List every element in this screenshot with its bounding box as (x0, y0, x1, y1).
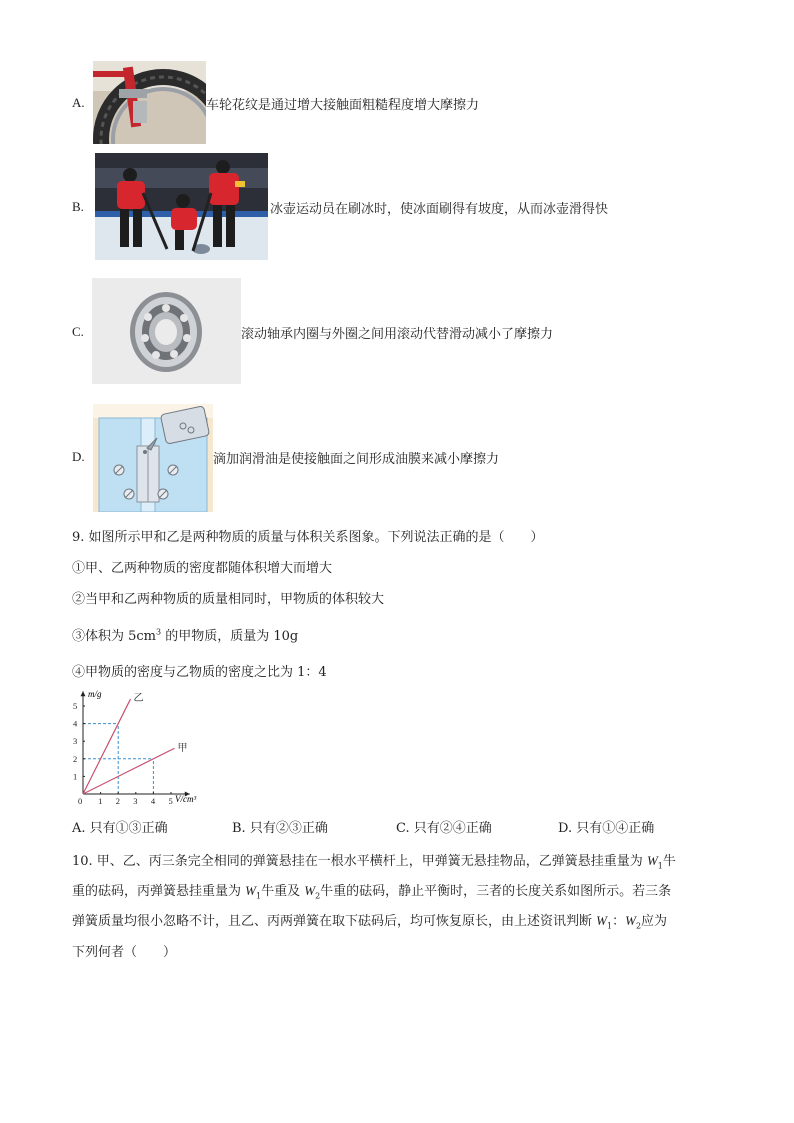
q10-l1-pre: 10. 甲、乙、丙三条完全相同的弹簧悬挂在一根水平横杆上，甲弹簧无悬挂物品，乙弹簧悬挂重量为 (72, 854, 647, 869)
q10-l1-post: 牛 (662, 854, 676, 869)
option-d-text: 滴加润滑油是使接触面之间形成油膜来减小摩擦力 (213, 452, 500, 467)
q10-w2-symbol: W (304, 883, 316, 898)
q10-w1b-sub: 1 (255, 891, 262, 901)
q10-w1c-symbol: W (596, 913, 607, 928)
chart-series-line-1 (83, 748, 175, 794)
chart-x-tick-0: 0 (78, 796, 83, 806)
q10-line-4: 下列何者（ ） (72, 945, 177, 960)
option-d-letter: D. (72, 449, 85, 464)
option-a-text: 车轮花纹是通过增大接触面粗糙程度增大摩擦力 (206, 98, 480, 113)
chart-x-tick-3: 3 (133, 796, 138, 806)
q10-w2-sub: 2 (315, 891, 321, 901)
q9-choice-d[interactable]: D. 只有①④正确 (558, 821, 655, 836)
q9-choice-a[interactable]: A. 只有①③正确 (72, 821, 168, 836)
bicycle-tire-icon (93, 61, 206, 144)
q10-l2-pre: 重的砝码，丙弹簧悬挂重量为 (72, 884, 246, 899)
chart-series-line-0 (83, 699, 131, 794)
q10-w2c-sub: 2 (635, 921, 642, 931)
chart-x-tick-4: 4 (150, 796, 156, 806)
q9-s3-pre: ③体积为 5cm (72, 629, 157, 644)
q9-s3-post: 的甲物质，质量为 10g (161, 629, 299, 644)
q9-choice-b[interactable]: B. 只有②③正确 (232, 821, 328, 836)
curling-athletes-icon (95, 153, 268, 260)
q10-line-1 (72, 850, 676, 871)
q9-statement-1: ①甲、乙两种物质的密度都随体积增大而增大 (72, 561, 333, 576)
q10-w1-symbol: W (646, 853, 658, 868)
option-b-letter: B. (72, 199, 84, 214)
q10-l2-post: 牛重的砝码，静止平衡时，三者的长度关系如图所示。若三条 (320, 884, 672, 899)
chart-x-tick-5: 5 (168, 796, 173, 806)
q9-statement-3 (72, 625, 298, 644)
chart-y-tick-4: 4 (73, 718, 78, 729)
q10-l3-pre: 弹簧质量均很小忽略不计，且乙、丙两弹簧在取下砝码后，均可恢复原长，由上述资讯判断 (72, 914, 597, 929)
q10-l3-colon: ： (612, 914, 626, 929)
option-c-letter: C. (72, 324, 84, 339)
option-b-text: 冰壶运动员在刷冰时，使冰面刷得有坡度，从而冰壶滑得快 (270, 202, 609, 217)
option-c-text: 滚动轴承内圈与外圈之间用滚动代替滑动减小了摩擦力 (241, 327, 554, 342)
q9-choice-c[interactable]: C. 只有②④正确 (396, 821, 492, 836)
chart-x-tick-2: 2 (115, 796, 120, 806)
chart-series-label-1: 甲 (177, 743, 188, 755)
q9-stem: 9. 如图所示甲和乙是两种物质的质量与体积关系图象。下列说法正确的是（ ） (72, 530, 544, 545)
q10-w1c-sub: 1 (606, 921, 613, 931)
q10-w2c-symbol: W (625, 913, 636, 928)
q10-l3-post: 应为 (641, 914, 668, 929)
chart-x-tick-1: 1 (98, 796, 103, 806)
q9-s3-sup: 3 (156, 627, 162, 637)
chart-y-tick-5: 5 (73, 701, 78, 711)
chart-series-label-0: 乙 (133, 692, 144, 704)
q10-w1b-symbol: W (245, 883, 256, 898)
oil-hinge-icon (93, 404, 213, 512)
chart-y-arrow (81, 691, 86, 696)
chart-xlabel: V/cm³ (175, 794, 197, 804)
mass-volume-chart (72, 684, 222, 808)
q9-statement-2: ②当甲和乙两种物质的质量相同时，甲物质的体积较大 (72, 592, 385, 607)
q10-w1-sub: 1 (657, 861, 663, 871)
q10-line-2 (72, 880, 671, 901)
chart-y-tick-3: 3 (73, 736, 78, 747)
chart-y-tick-2: 2 (73, 753, 78, 764)
ball-bearing-icon (92, 278, 241, 384)
chart-y-tick-1: 1 (73, 771, 78, 782)
q10-line-3 (72, 910, 667, 931)
option-a-letter: A. (72, 95, 85, 110)
chart-ylabel: m/g (88, 689, 102, 699)
q10-l2-mid: 牛重及 (261, 884, 305, 899)
q9-statement-4: ④甲物质的密度与乙物质的密度之比为 1：4 (72, 665, 327, 680)
